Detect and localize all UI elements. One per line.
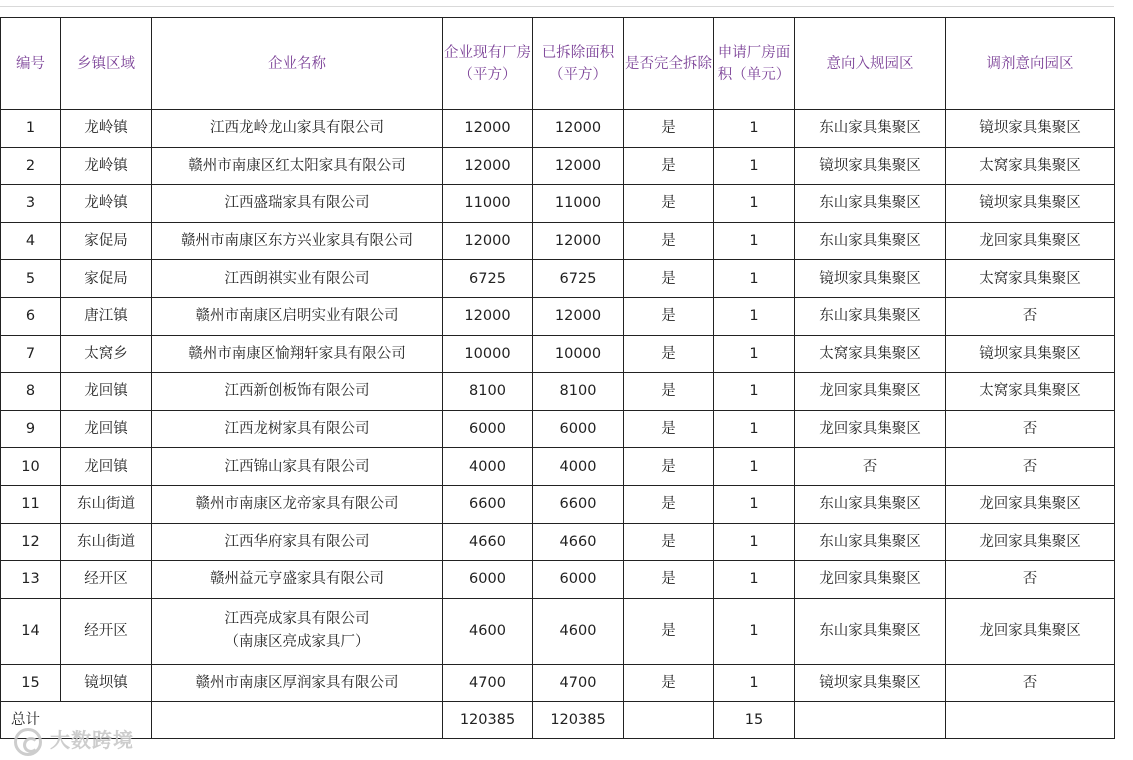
cell-company: 赣州市南康区愉翔轩家具有限公司 — [152, 335, 443, 373]
header-existing: 企业现有厂房（平方） — [443, 18, 533, 110]
cell-demolished: 12000 — [533, 147, 624, 185]
company-line-2: （南康区亮成家具厂） — [224, 634, 370, 651]
cell-park: 东山家具集聚区 — [795, 297, 946, 335]
header-alt-park: 调剂意向园区 — [946, 18, 1115, 110]
cell-existing: 12000 — [443, 222, 533, 260]
cell-existing: 4660 — [443, 523, 533, 561]
cell-existing: 12000 — [443, 147, 533, 185]
cell-no: 13 — [1, 561, 61, 599]
cell-no: 10 — [1, 448, 61, 486]
cell-complete: 是 — [624, 523, 714, 561]
cell-park: 东山家具集聚区 — [795, 185, 946, 223]
cell-company: 赣州市南康区龙帝家具有限公司 — [152, 485, 443, 523]
cell-company: 江西龙树家具有限公司 — [152, 410, 443, 448]
header-demolished: 已拆除面积（平方） — [533, 18, 624, 110]
header-park: 意向入规园区 — [795, 18, 946, 110]
cell-units: 1 — [714, 185, 795, 223]
table-row — [1, 664, 1115, 702]
cell-park: 镜坝家具集聚区 — [795, 147, 946, 185]
cell-demolished: 4000 — [533, 448, 624, 486]
table-row — [1, 410, 1115, 448]
cell-demolished: 12000 — [533, 110, 624, 148]
total-units: 15 — [714, 702, 795, 739]
cell-units: 1 — [714, 297, 795, 335]
cell-park: 太窝家具集聚区 — [795, 335, 946, 373]
table-row — [1, 373, 1115, 411]
cell-complete: 是 — [624, 561, 714, 599]
brand-logo-icon — [14, 728, 42, 756]
cell-no: 14 — [1, 598, 61, 664]
cell-existing: 6600 — [443, 485, 533, 523]
cell-demolished: 6725 — [533, 260, 624, 298]
cell-demolished: 6000 — [533, 561, 624, 599]
cell-no: 2 — [1, 147, 61, 185]
cell-units: 1 — [714, 222, 795, 260]
cell-company: 江西朗祺实业有限公司 — [152, 260, 443, 298]
cell-company: 江西华府家具有限公司 — [152, 523, 443, 561]
cell-units: 1 — [714, 110, 795, 148]
cell-complete: 是 — [624, 185, 714, 223]
cell-complete: 是 — [624, 297, 714, 335]
cell-no: 1 — [1, 110, 61, 148]
cell-town: 镜坝镇 — [61, 664, 152, 702]
cell-company: 江西龙岭龙山家具有限公司 — [152, 110, 443, 148]
cell-alt-park: 龙回家具集聚区 — [946, 598, 1115, 664]
cell-existing: 10000 — [443, 335, 533, 373]
cell-alt-park: 太窝家具集聚区 — [946, 260, 1115, 298]
cell-units: 1 — [714, 448, 795, 486]
cell-park: 东山家具集聚区 — [795, 523, 946, 561]
table-row — [1, 335, 1115, 373]
cell-demolished: 6600 — [533, 485, 624, 523]
cell-complete: 是 — [624, 485, 714, 523]
cell-town: 龙岭镇 — [61, 110, 152, 148]
cell-town: 家促局 — [61, 222, 152, 260]
table-row — [1, 523, 1115, 561]
cell-demolished: 4660 — [533, 523, 624, 561]
cell-units: 1 — [714, 147, 795, 185]
cell-alt-park: 否 — [946, 448, 1115, 486]
cell-park: 东山家具集聚区 — [795, 598, 946, 664]
cell-company: 赣州市南康区启明实业有限公司 — [152, 297, 443, 335]
cell-company — [152, 598, 443, 664]
cell-no: 5 — [1, 260, 61, 298]
cell-existing: 4600 — [443, 598, 533, 664]
cell-no: 8 — [1, 373, 61, 411]
cell-existing: 6000 — [443, 561, 533, 599]
cell-town: 龙岭镇 — [61, 147, 152, 185]
cell-alt-park: 否 — [946, 410, 1115, 448]
cell-alt-park: 镜坝家具集聚区 — [946, 110, 1115, 148]
total-existing: 120385 — [443, 702, 533, 739]
cell-no: 12 — [1, 523, 61, 561]
cell-existing: 11000 — [443, 185, 533, 223]
cell-park: 龙回家具集聚区 — [795, 373, 946, 411]
header-town: 乡镇区域 — [61, 18, 152, 110]
cell-existing: 12000 — [443, 110, 533, 148]
cell-park: 龙回家具集聚区 — [795, 561, 946, 599]
total-complete — [624, 702, 714, 739]
table-row — [1, 185, 1115, 223]
cell-company: 赣州市南康区东方兴业家具有限公司 — [152, 222, 443, 260]
top-divider — [0, 6, 1114, 7]
cell-no: 11 — [1, 485, 61, 523]
cell-park: 东山家具集聚区 — [795, 110, 946, 148]
watermark — [14, 724, 134, 756]
cell-park: 镜坝家具集聚区 — [795, 260, 946, 298]
header-complete: 是否完全拆除 — [624, 18, 714, 110]
cell-units: 1 — [714, 410, 795, 448]
cell-town: 东山街道 — [61, 485, 152, 523]
cell-company: 江西新创板饰有限公司 — [152, 373, 443, 411]
cell-complete: 是 — [624, 410, 714, 448]
cell-demolished: 12000 — [533, 297, 624, 335]
cell-town: 龙回镇 — [61, 373, 152, 411]
cell-park: 东山家具集聚区 — [795, 485, 946, 523]
cell-alt-park: 否 — [946, 561, 1115, 599]
table-row — [1, 222, 1115, 260]
cell-demolished: 11000 — [533, 185, 624, 223]
total-label: 总计 — [1, 702, 152, 739]
cell-complete: 是 — [624, 260, 714, 298]
cell-units: 1 — [714, 335, 795, 373]
cell-demolished: 8100 — [533, 373, 624, 411]
total-alt-park — [946, 702, 1115, 739]
cell-park: 龙回家具集聚区 — [795, 410, 946, 448]
total-row — [1, 702, 1115, 739]
cell-company: 赣州市南康区厚润家具有限公司 — [152, 664, 443, 702]
cell-complete: 是 — [624, 373, 714, 411]
table-row — [1, 561, 1115, 599]
table-row — [1, 260, 1115, 298]
cell-alt-park: 太窝家具集聚区 — [946, 373, 1115, 411]
cell-no: 6 — [1, 297, 61, 335]
cell-existing: 4700 — [443, 664, 533, 702]
cell-units: 1 — [714, 523, 795, 561]
table-row — [1, 448, 1115, 486]
cell-complete: 是 — [624, 448, 714, 486]
header-company: 企业名称 — [152, 18, 443, 110]
cell-existing: 4000 — [443, 448, 533, 486]
cell-alt-park: 太窝家具集聚区 — [946, 147, 1115, 185]
header-units: 申请厂房面积（单元） — [714, 18, 795, 110]
cell-complete: 是 — [624, 598, 714, 664]
cell-company: 江西锦山家具有限公司 — [152, 448, 443, 486]
total-park — [795, 702, 946, 739]
cell-alt-park: 龙回家具集聚区 — [946, 485, 1115, 523]
cell-units: 1 — [714, 260, 795, 298]
cell-town: 龙回镇 — [61, 410, 152, 448]
cell-alt-park: 镜坝家具集聚区 — [946, 335, 1115, 373]
table-row — [1, 485, 1115, 523]
table-row — [1, 147, 1115, 185]
cell-alt-park: 龙回家具集聚区 — [946, 523, 1115, 561]
cell-demolished: 10000 — [533, 335, 624, 373]
table-row — [1, 297, 1115, 335]
cell-units: 1 — [714, 664, 795, 702]
cell-alt-park: 龙回家具集聚区 — [946, 222, 1115, 260]
cell-no: 4 — [1, 222, 61, 260]
table-header-row — [1, 18, 1115, 110]
cell-town: 太窝乡 — [61, 335, 152, 373]
watermark-text: 大数跨境 — [50, 728, 134, 752]
total-demolished: 120385 — [533, 702, 624, 739]
cell-town: 唐江镇 — [61, 297, 152, 335]
cell-alt-park: 否 — [946, 664, 1115, 702]
table-row — [1, 110, 1115, 148]
cell-units: 1 — [714, 561, 795, 599]
cell-no: 15 — [1, 664, 61, 702]
cell-existing: 12000 — [443, 297, 533, 335]
cell-complete: 是 — [624, 222, 714, 260]
cell-units: 1 — [714, 373, 795, 411]
cell-alt-park: 镜坝家具集聚区 — [946, 185, 1115, 223]
cell-no: 9 — [1, 410, 61, 448]
cell-alt-park: 否 — [946, 297, 1115, 335]
cell-demolished: 6000 — [533, 410, 624, 448]
cell-existing: 8100 — [443, 373, 533, 411]
cell-town: 经开区 — [61, 561, 152, 599]
enterprise-table — [0, 17, 1115, 739]
cell-units: 1 — [714, 598, 795, 664]
company-line-1: 江西亮成家具有限公司 — [224, 611, 370, 628]
cell-complete: 是 — [624, 147, 714, 185]
cell-town: 龙岭镇 — [61, 185, 152, 223]
cell-demolished: 4600 — [533, 598, 624, 664]
cell-park: 否 — [795, 448, 946, 486]
cell-town: 家促局 — [61, 260, 152, 298]
cell-demolished: 12000 — [533, 222, 624, 260]
cell-company: 赣州益元亨盛家具有限公司 — [152, 561, 443, 599]
cell-demolished: 4700 — [533, 664, 624, 702]
cell-town: 经开区 — [61, 598, 152, 664]
cell-town: 东山街道 — [61, 523, 152, 561]
cell-park: 镜坝家具集聚区 — [795, 664, 946, 702]
cell-no: 3 — [1, 185, 61, 223]
cell-company: 赣州市南康区红太阳家具有限公司 — [152, 147, 443, 185]
cell-existing: 6000 — [443, 410, 533, 448]
cell-existing: 6725 — [443, 260, 533, 298]
cell-complete: 是 — [624, 335, 714, 373]
cell-town: 龙回镇 — [61, 448, 152, 486]
cell-complete: 是 — [624, 664, 714, 702]
cell-park: 东山家具集聚区 — [795, 222, 946, 260]
cell-complete: 是 — [624, 110, 714, 148]
header-no: 编号 — [1, 18, 61, 110]
cell-units: 1 — [714, 485, 795, 523]
cell-no: 7 — [1, 335, 61, 373]
cell-company: 江西盛瑞家具有限公司 — [152, 185, 443, 223]
total-company — [152, 702, 443, 739]
table-row — [1, 598, 1115, 664]
